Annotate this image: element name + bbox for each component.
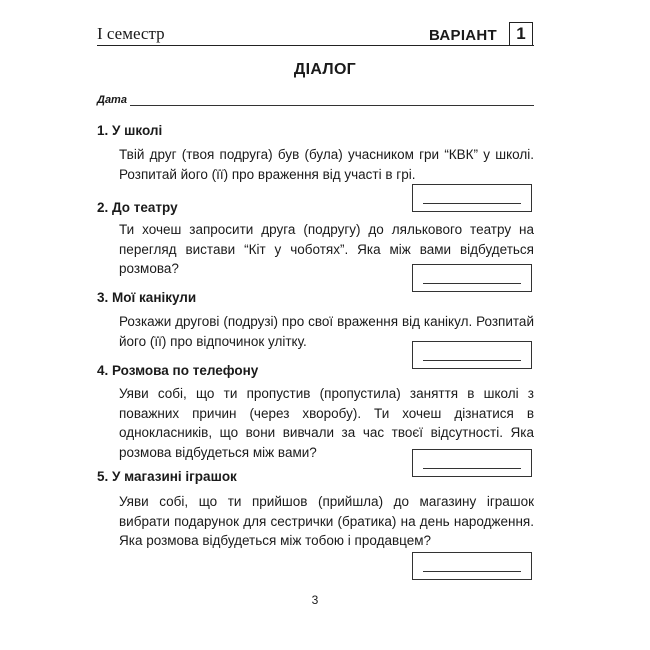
task-text-1: Твій друг (твоя подруга) був (була) учасником гри “КВК” у школі. Розпитай його (її) про враження від участі в грі.	[119, 147, 534, 182]
date-field-line[interactable]	[130, 105, 534, 106]
answer-line	[423, 283, 521, 284]
page-number: 3	[311, 593, 319, 607]
page-title: ДІАЛОГ	[293, 61, 357, 78]
task-text-4: Уяви собі, що ти пропустив (пропустила) заняття в школі з поважних причин (через хворобу). Ти хочеш дізнатися в однокласників, що вони вивчали за час твоєї відсутності. Яка розмова відбудеться між вами?	[119, 386, 534, 460]
variant-label: ВАРІАНТ	[429, 27, 498, 44]
task-title-2: 2. До театру	[97, 200, 178, 215]
answer-line	[423, 203, 521, 204]
answer-line	[423, 468, 521, 469]
header-divider	[97, 45, 534, 46]
answer-line	[423, 360, 521, 361]
task-title-1: 1. У школі	[97, 123, 163, 138]
task-title-4: 4. Розмова по телефону	[97, 363, 259, 378]
answer-box-2[interactable]	[412, 264, 532, 292]
date-label: Дата	[97, 94, 127, 106]
task-text-2: Ти хочеш запросити друга (подругу) до лялькового театру на перегляд вистави “Кіт у чоботях”. Яка між вами відбудеться розмова?	[119, 222, 534, 276]
answer-box-5[interactable]	[412, 552, 532, 580]
answer-box-3[interactable]	[412, 341, 532, 369]
task-title-5: 5. У магазині іграшок	[97, 469, 237, 484]
task-text-3: Розкажи другові (подрузі) про свої враження від канікул. Розпитай його (її) про відпочинок улітку.	[119, 314, 534, 349]
answer-box-4[interactable]	[412, 449, 532, 477]
task-title-3: 3. Мої канікули	[97, 290, 197, 305]
variant-number-box: 1	[509, 22, 533, 46]
task-text-5: Уяви собі, що ти прийшов (прийшла) до магазину іграшок вибрати подарунок для сестрички (братика) на день народження. Яка розмова відбудеться між тобою і продавцем?	[119, 494, 534, 548]
semester-label: I семестр	[97, 24, 165, 43]
answer-line	[423, 571, 521, 572]
answer-box-1[interactable]	[412, 184, 532, 212]
